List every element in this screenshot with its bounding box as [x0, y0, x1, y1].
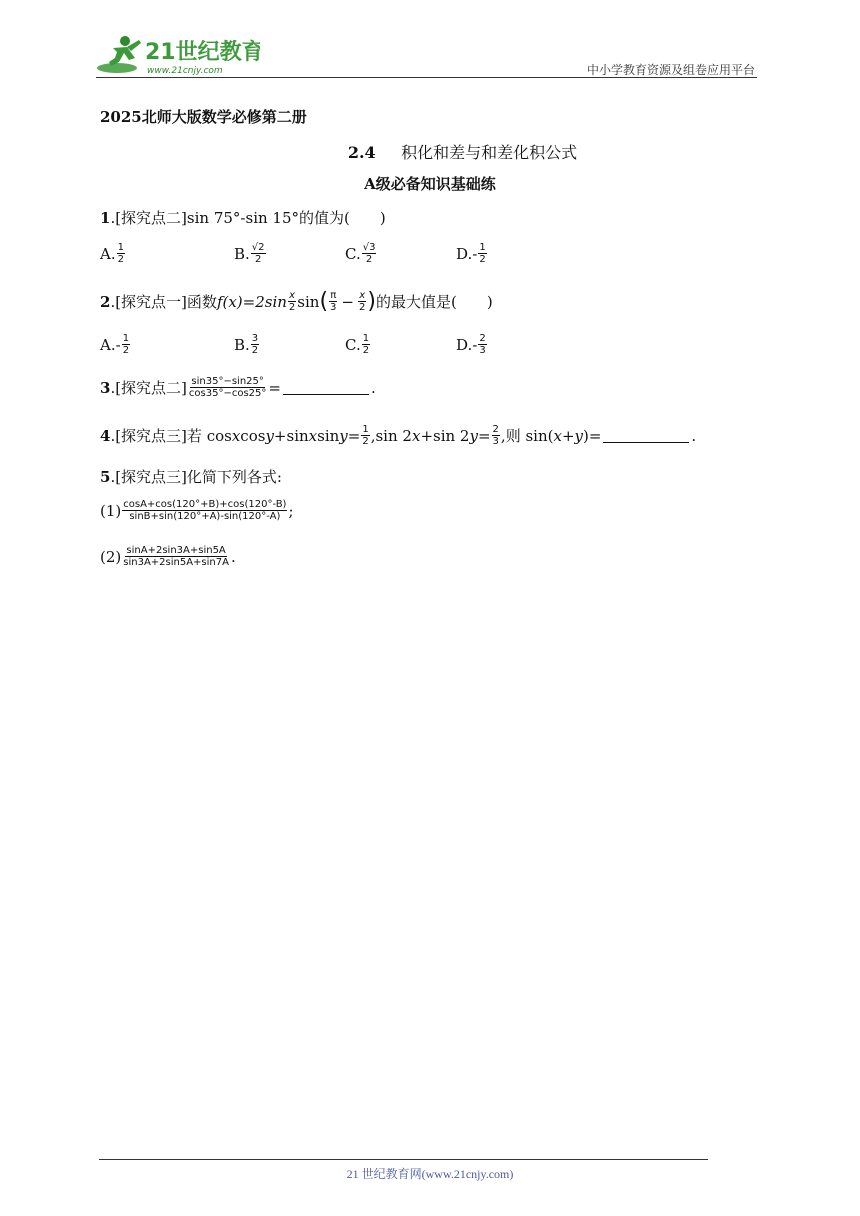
- footer-divider: [99, 1159, 708, 1160]
- question-text: 化简下列各式:: [186, 468, 282, 486]
- question-3: 3 .[探究点二] $\frac{\sin 35^\circ-\sin 25^\circ}{\cos 35^\circ-\cos 25^\circ}$ = .: [100, 376, 376, 399]
- header-divider: [96, 77, 757, 78]
- question-text: 的最大值是( ): [375, 293, 493, 311]
- answer-blank[interactable]: [283, 380, 369, 395]
- option-c[interactable]: C. $\frac{√3}{2}$: [345, 242, 376, 265]
- logo: [95, 32, 260, 76]
- fraction: $\frac{1}{2}$: [362, 333, 370, 356]
- option-b[interactable]: B. $\frac{√2}{2}$: [234, 242, 265, 265]
- section-name: 积化和差与和差化积公式: [401, 143, 578, 162]
- option-c[interactable]: C. $\frac{1}{2}$: [345, 333, 370, 356]
- fraction: $\frac{3}{2}$: [251, 333, 259, 356]
- sub-question-1: (1) $\frac{\cos A+\cos(120^\circ+B)+\cos(120^\circ-B)}{\sin B+\sin(120^\circ+A)-\sin(120^\circ-A)}$ ;: [100, 499, 294, 522]
- svg-text:www.21cnjy.com: www.21cnjy.com: [147, 66, 223, 76]
- question-tag: .[探究点三]: [110, 468, 187, 486]
- fraction: $\frac{\sin A+2\sin 3A+\sin 5A}{\sin 3A+2\sin 5A+\sin 7A}$: [123, 545, 229, 568]
- option-d[interactable]: D. - $\frac{2}{3}$: [456, 333, 486, 356]
- option-b[interactable]: B. $\frac{3}{2}$: [234, 333, 259, 356]
- question-1: [100, 207, 386, 228]
- fraction: $\frac{1}{2}$: [117, 242, 124, 265]
- fraction: $\frac{2}{3}$: [492, 424, 499, 447]
- fraction: $\frac{2}{3}$: [479, 333, 486, 356]
- question-4: 4 .[探究点三] 若 cos x cos y +sin x sin y = $\frac{1}{2}$ ,sin 2 x +sin 2 y = $\frac{2}{3}$ ,则 sin( x + y )= .: [100, 424, 697, 447]
- book-title: 2025北师大版数学必修第二册: [100, 108, 307, 126]
- fraction: $\frac{1}{2}$: [122, 333, 130, 356]
- answer-blank[interactable]: [603, 428, 689, 443]
- level-title: A级必备知识基础练: [364, 175, 496, 193]
- question-tag: .[探究点三]: [110, 427, 187, 445]
- question-text: sin 75°-sin 15°的值为( ): [186, 209, 386, 227]
- fraction: $\frac{\sin 35^\circ-\sin 25^\circ}{\cos 35^\circ-\cos 25^\circ}$: [188, 376, 267, 399]
- option-d[interactable]: D. - $\frac{1}{2}$: [456, 242, 486, 265]
- question-tag: .[探究点二]: [110, 379, 187, 397]
- question-number: 2: [100, 292, 111, 311]
- question-number: 5: [100, 467, 111, 486]
- fraction: $\frac{1}{2}$: [362, 424, 369, 447]
- option-a[interactable]: A. - $\frac{1}{2}$: [100, 333, 130, 356]
- runner-logo-icon: [95, 32, 260, 76]
- fraction: $\frac{\pi}{3}$: [330, 290, 337, 313]
- option-a[interactable]: A. $\frac{1}{2}$: [100, 242, 124, 265]
- section-title: [0, 140, 860, 163]
- footer-text[interactable]: 21 世纪教育网(www.21cnjy.com): [346, 1167, 514, 1181]
- fraction: $\frac{x}{2}$: [359, 290, 366, 313]
- question-number: 1: [100, 208, 111, 227]
- fraction: $\frac{\cos A+\cos(120^\circ+B)+\cos(120^\circ-B)}{\sin B+\sin(120^\circ+A)-\sin(120^\circ-A)}$: [123, 499, 287, 522]
- question-number: 3: [100, 378, 111, 397]
- svg-text:21世纪教育: 21世纪教育: [145, 40, 260, 65]
- question-5: [100, 466, 282, 487]
- header-slogan: 中小学教育资源及组卷应用平台: [586, 63, 755, 77]
- question-number: 4: [100, 426, 111, 445]
- question-2: 2 .[探究点一] 函数 f(x)=2sin $\frac{x}{2}$ sin ( $\frac{\pi}{3}$ − $\frac{x}{2}$ ) 的最大值是( ): [100, 288, 493, 314]
- sub-question-2: (2) $\frac{\sin A+2\sin 3A+\sin 5A}{\sin 3A+2\sin 5A+\sin 7A}$ .: [100, 545, 236, 568]
- question-tag: .[探究点一]: [110, 293, 187, 311]
- fraction: $\frac{x}{2}$: [288, 290, 296, 313]
- section-number: 2.4: [347, 143, 376, 162]
- question-tag: .[探究点二]: [110, 209, 187, 227]
- fraction: $\frac{√2}{2}$: [251, 242, 265, 265]
- fraction: $\frac{√3}{2}$: [362, 242, 376, 265]
- fraction: $\frac{1}{2}$: [479, 242, 486, 265]
